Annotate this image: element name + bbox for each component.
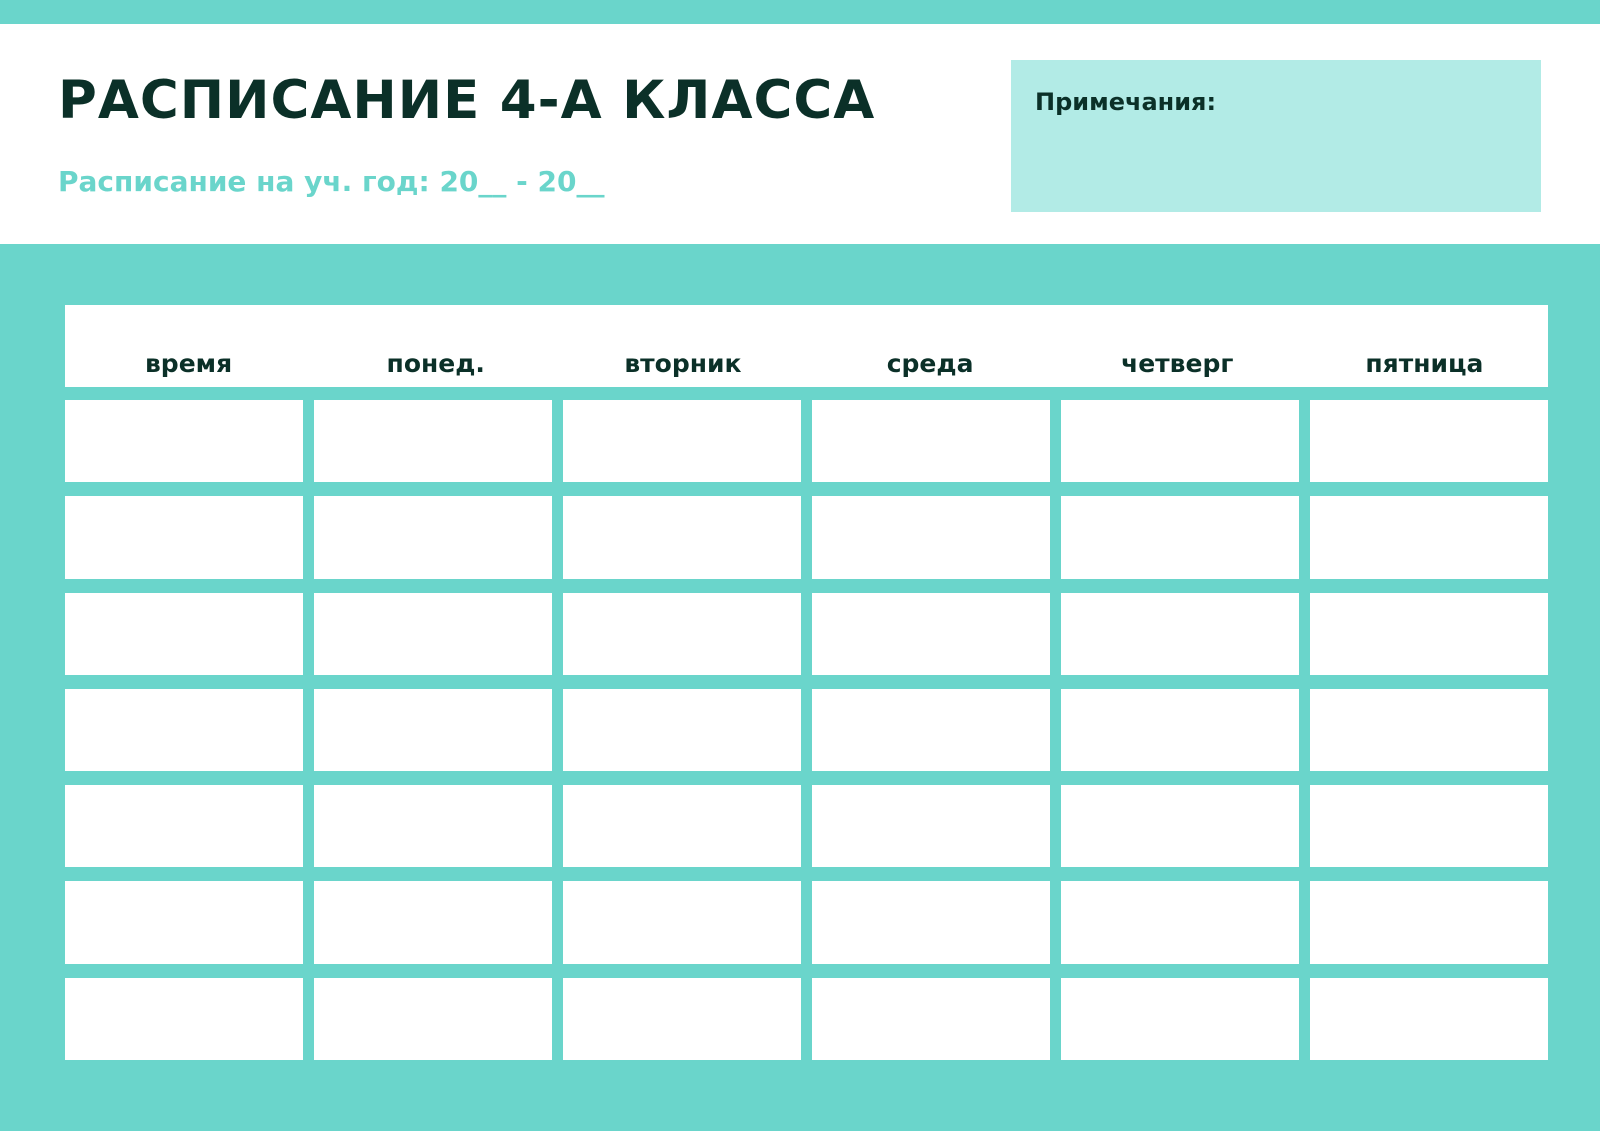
table-cell-wednesday[interactable]	[812, 400, 1050, 482]
table-cell-monday[interactable]	[314, 785, 552, 867]
table-cell-time[interactable]	[65, 400, 303, 482]
table-cell-time[interactable]	[65, 689, 303, 771]
top-stripe	[0, 0, 1600, 24]
table-cell-time[interactable]	[65, 496, 303, 578]
table-cell-time[interactable]	[65, 978, 303, 1060]
table-cell-monday[interactable]	[314, 400, 552, 482]
table-cell-monday[interactable]	[314, 881, 552, 963]
table-cell-tuesday[interactable]	[563, 400, 801, 482]
table-header-row	[65, 305, 1548, 387]
schedule-table	[65, 305, 1548, 1060]
table-cell-thursday[interactable]	[1061, 400, 1299, 482]
table-cell-friday[interactable]	[1310, 496, 1548, 578]
notes-label: Примечания:	[1035, 88, 1217, 116]
column-header-monday: понед.	[386, 349, 485, 378]
table-cell-wednesday[interactable]	[812, 593, 1050, 675]
column-header-friday: пятница	[1365, 349, 1484, 378]
table-cell-time[interactable]	[65, 881, 303, 963]
table-cell-wednesday[interactable]	[812, 881, 1050, 963]
page-title: РАСПИСАНИЕ 4-А КЛАССА	[58, 70, 876, 131]
table-cell-thursday[interactable]	[1061, 978, 1299, 1060]
table-cell-monday[interactable]	[314, 689, 552, 771]
table-cell-friday[interactable]	[1310, 593, 1548, 675]
table-cell-friday[interactable]	[1310, 689, 1548, 771]
table-cell-time[interactable]	[65, 785, 303, 867]
table-cell-wednesday[interactable]	[812, 689, 1050, 771]
table-cell-tuesday[interactable]	[563, 593, 801, 675]
column-header-thursday: четверг	[1121, 349, 1234, 378]
table-cell-tuesday[interactable]	[563, 978, 801, 1060]
table-cell-thursday[interactable]	[1061, 881, 1299, 963]
school-year-subtitle: Расписание на уч. год: 20__ - 20__	[58, 165, 605, 198]
table-cell-wednesday[interactable]	[812, 978, 1050, 1060]
table-cell-thursday[interactable]	[1061, 593, 1299, 675]
table-cell-tuesday[interactable]	[563, 881, 801, 963]
table-cell-friday[interactable]	[1310, 400, 1548, 482]
table-cell-monday[interactable]	[314, 593, 552, 675]
table-cell-friday[interactable]	[1310, 785, 1548, 867]
table-cell-wednesday[interactable]	[812, 785, 1050, 867]
table-cell-thursday[interactable]	[1061, 785, 1299, 867]
table-cell-thursday[interactable]	[1061, 689, 1299, 771]
table-cell-thursday[interactable]	[1061, 496, 1299, 578]
notes-box[interactable]	[1011, 60, 1541, 212]
table-cell-tuesday[interactable]	[563, 785, 801, 867]
column-header-tuesday: вторник	[624, 349, 742, 378]
table-cell-monday[interactable]	[314, 978, 552, 1060]
table-cell-friday[interactable]	[1310, 978, 1548, 1060]
column-header-wednesday: среда	[886, 349, 974, 378]
table-cell-wednesday[interactable]	[812, 496, 1050, 578]
table-cell-monday[interactable]	[314, 496, 552, 578]
table-body	[65, 400, 1548, 1060]
table-cell-friday[interactable]	[1310, 881, 1548, 963]
table-cell-tuesday[interactable]	[563, 689, 801, 771]
table-cell-time[interactable]	[65, 593, 303, 675]
column-header-time: время	[144, 349, 233, 378]
table-cell-tuesday[interactable]	[563, 496, 801, 578]
